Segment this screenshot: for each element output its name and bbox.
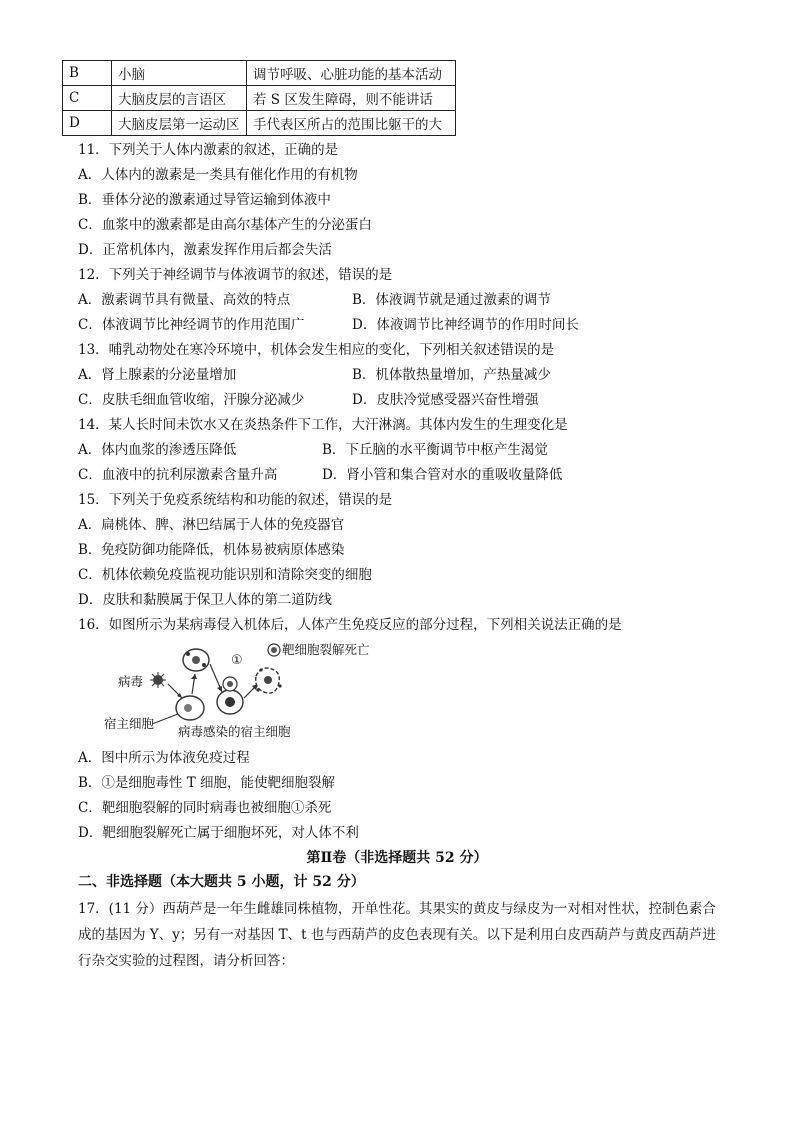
q15-option-c: C．机体依赖免疫监视功能识别和清除突变的细胞 bbox=[78, 567, 372, 583]
table-row bbox=[63, 61, 456, 86]
brain-region: 小脑 bbox=[112, 61, 247, 86]
table-row bbox=[63, 86, 456, 111]
q17-text: 17．(11 分）西葫芦是一年生雌雄同株植物，开单性花。其果实的黄皮与绿皮为一对相对性状，控制色素合成的基因为 Y、y；另有一对基因 T、t 也与西葫芦的皮色表现有关。以下是利用白皮西葫芦与黄皮西葫芦进行杂交实验的过程图，请分析回答： bbox=[78, 901, 716, 969]
q11-option-d: D．正常机体内，激素发挥作用后都会失活 bbox=[78, 242, 332, 258]
option-letter: B bbox=[63, 61, 112, 86]
q13-option-a: A．肾上腺素的分泌量增加 bbox=[78, 367, 237, 383]
virus-icon bbox=[150, 672, 166, 688]
q15-option-d: D．皮肤和黏膜属于保卫人体的第二道防线 bbox=[78, 592, 332, 608]
q14-option-a: A．体内血浆的渗透压降低 bbox=[78, 442, 237, 458]
q11-option-a: A．人体内的激素是一类具有催化作用的有机物 bbox=[78, 167, 358, 183]
q16-option-d: D．靶细胞裂解死亡属于细胞坏死，对人体不利 bbox=[78, 825, 359, 841]
q14-option-b: B．下丘脑的水平衡调节中枢产生渴觉 bbox=[322, 442, 548, 458]
q16-option-c: C．靶细胞裂解的同时病毒也被细胞①杀死 bbox=[78, 800, 332, 816]
region-function: 手代表区所占的范围比躯干的大 bbox=[247, 111, 456, 136]
marker-label: ① bbox=[231, 653, 243, 668]
brain-region-table bbox=[62, 60, 456, 136]
virus-label: 病毒 bbox=[118, 674, 144, 689]
q15-option-a: A．扁桃体、脾、淋巴结属于人体的免疫器官 bbox=[78, 517, 345, 533]
table-row bbox=[63, 111, 456, 136]
q15-stem: 15．下列关于免疫系统结构和功能的叙述，错误的是 bbox=[78, 492, 393, 508]
section2-heading: 二、非选择题（本大题共 5 小题，计 52 分） bbox=[78, 874, 365, 890]
q14-stem: 14．某人长时间未饮水又在炎热条件下工作，大汗淋漓。其体内发生的生理变化是 bbox=[78, 417, 568, 433]
region-function: 若 S 区发生障碍，则不能讲话 bbox=[247, 86, 456, 111]
q12-stem: 12．下列关于神经调节与体液调节的叙述，错误的是 bbox=[78, 267, 393, 283]
lysis-label: 靶细胞裂解死亡 bbox=[282, 642, 370, 657]
q11-stem: 11．下列关于人体内激素的叙述，正确的是 bbox=[78, 142, 339, 158]
q13-stem: 13．哺乳动物处在寒冷环境中，机体会发生相应的变化，下列相关叙述错误的是 bbox=[78, 342, 555, 358]
part2-title: 第Ⅱ卷（非选择题共 52 分） bbox=[306, 850, 488, 866]
q13-option-c: C．皮肤毛细血管收缩，汗腺分泌减少 bbox=[78, 392, 305, 408]
q16-option-b: B．①是细胞毒性 T 细胞，能使靶细胞裂解 bbox=[78, 775, 336, 791]
q11-option-c: C．血浆中的激素都是由高尔基体产生的分泌蛋白 bbox=[78, 217, 372, 233]
q12-option-a: A．激素调节具有微量、高效的特点 bbox=[78, 292, 291, 308]
brain-region: 大脑皮层的言语区 bbox=[112, 86, 247, 111]
host-cell-icon bbox=[176, 696, 204, 720]
q16-stem: 16．如图所示为某病毒侵入机体后，人体产生免疫反应的部分过程，下列相关说法正确的是 bbox=[78, 617, 622, 633]
immune-process-figure bbox=[98, 640, 398, 740]
q13-option-b: B．机体散热量增加，产热量减少 bbox=[352, 367, 551, 383]
infected-cell-label: 病毒感染的宿主细胞 bbox=[178, 724, 291, 739]
lysed-cell-icon bbox=[256, 644, 282, 693]
infected-cell-icon bbox=[183, 649, 209, 671]
q13-option-d: D．皮肤冷觉感受器兴奋性增强 bbox=[352, 392, 539, 408]
q12-option-d: D．体液调节比神经调节的作用时间长 bbox=[352, 317, 579, 333]
q14-option-c: C．血液中的抗利尿激素含量升高 bbox=[78, 467, 278, 483]
q14-option-d: D．肾小管和集合管对水的重吸收量降低 bbox=[322, 467, 563, 483]
q15-option-b: B．免疫防御功能降低，机体易被病原体感染 bbox=[78, 542, 345, 558]
brain-region: 大脑皮层第一运动区 bbox=[112, 111, 247, 136]
q12-option-c: C．体液调节比神经调节的作用范围广 bbox=[78, 317, 305, 333]
host-cell-label: 宿主细胞 bbox=[104, 716, 155, 731]
region-function: 调节呼吸、心脏功能的基本活动 bbox=[247, 61, 456, 86]
q16-option-a: A．图中所示为体液免疫过程 bbox=[78, 750, 250, 766]
t-cell-icon bbox=[217, 677, 243, 714]
option-letter: D bbox=[63, 111, 112, 136]
option-letter: C bbox=[63, 86, 112, 111]
q12-option-b: B．体液调节就是通过激素的调节 bbox=[352, 292, 551, 308]
q11-option-b: B．垂体分泌的激素通过导管运输到体液中 bbox=[78, 192, 331, 208]
